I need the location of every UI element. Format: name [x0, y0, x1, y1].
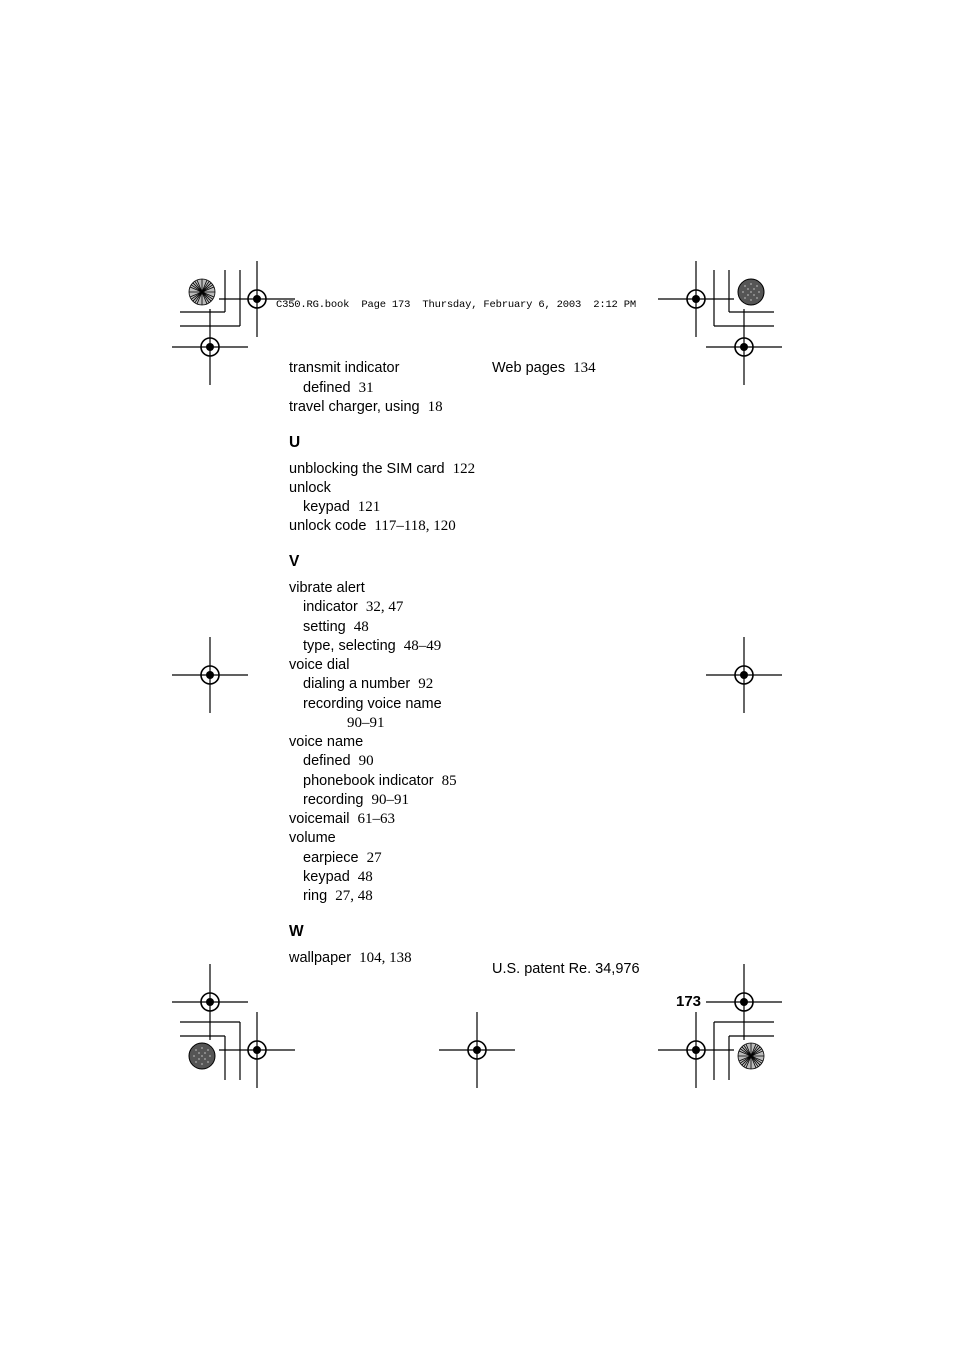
index-entry: vibrate alert — [289, 580, 365, 596]
section-letter: V — [289, 553, 300, 570]
index-entry: Web pages 134 — [492, 360, 596, 376]
index-subentry: earpiece 27 — [303, 850, 382, 866]
index-entry: wallpaper 104, 138 — [289, 950, 412, 966]
index-subentry: setting 48 — [303, 619, 369, 635]
index-entry: voice name — [289, 734, 364, 750]
page-number: 173 — [676, 993, 702, 1010]
index-entry: unblocking the SIM card 122 — [289, 461, 476, 477]
index-entry: travel charger, using 18 — [289, 399, 443, 415]
index-entry: unlock code 117–118, 120 — [289, 518, 456, 534]
index-subentry: defined 31 — [303, 380, 374, 396]
index-subentry: recording 90–91 — [303, 792, 409, 808]
index-entry: volume — [289, 830, 336, 846]
section-letter: U — [289, 434, 301, 451]
index-subentry: type, selecting 48–49 — [303, 638, 442, 654]
index-entry: unlock — [289, 480, 331, 496]
index-continuation: 90–91 — [347, 715, 385, 731]
index-subentry: recording voice name — [303, 696, 442, 712]
book-header: C350.RG.book Page 173 Thursday, February 6, 2003 2:12 PM — [276, 299, 636, 311]
index-subentry: defined 90 — [303, 753, 374, 769]
patent-notice: U.S. patent Re. 34,976 — [492, 961, 640, 977]
index-entry: voice dial — [289, 657, 350, 673]
index-subentry: phonebook indicator 85 — [303, 773, 457, 789]
section-letter: W — [289, 923, 304, 940]
index-subentry: dialing a number 92 — [303, 676, 434, 692]
index-subentry: indicator 32, 47 — [303, 599, 404, 615]
index-subentry: keypad 121 — [303, 499, 381, 515]
index-entry: voicemail 61–63 — [289, 811, 395, 827]
index-subentry: keypad 48 — [303, 869, 373, 885]
index-entry: transmit indicator — [289, 360, 400, 376]
index-subentry: ring 27, 48 — [303, 888, 373, 904]
